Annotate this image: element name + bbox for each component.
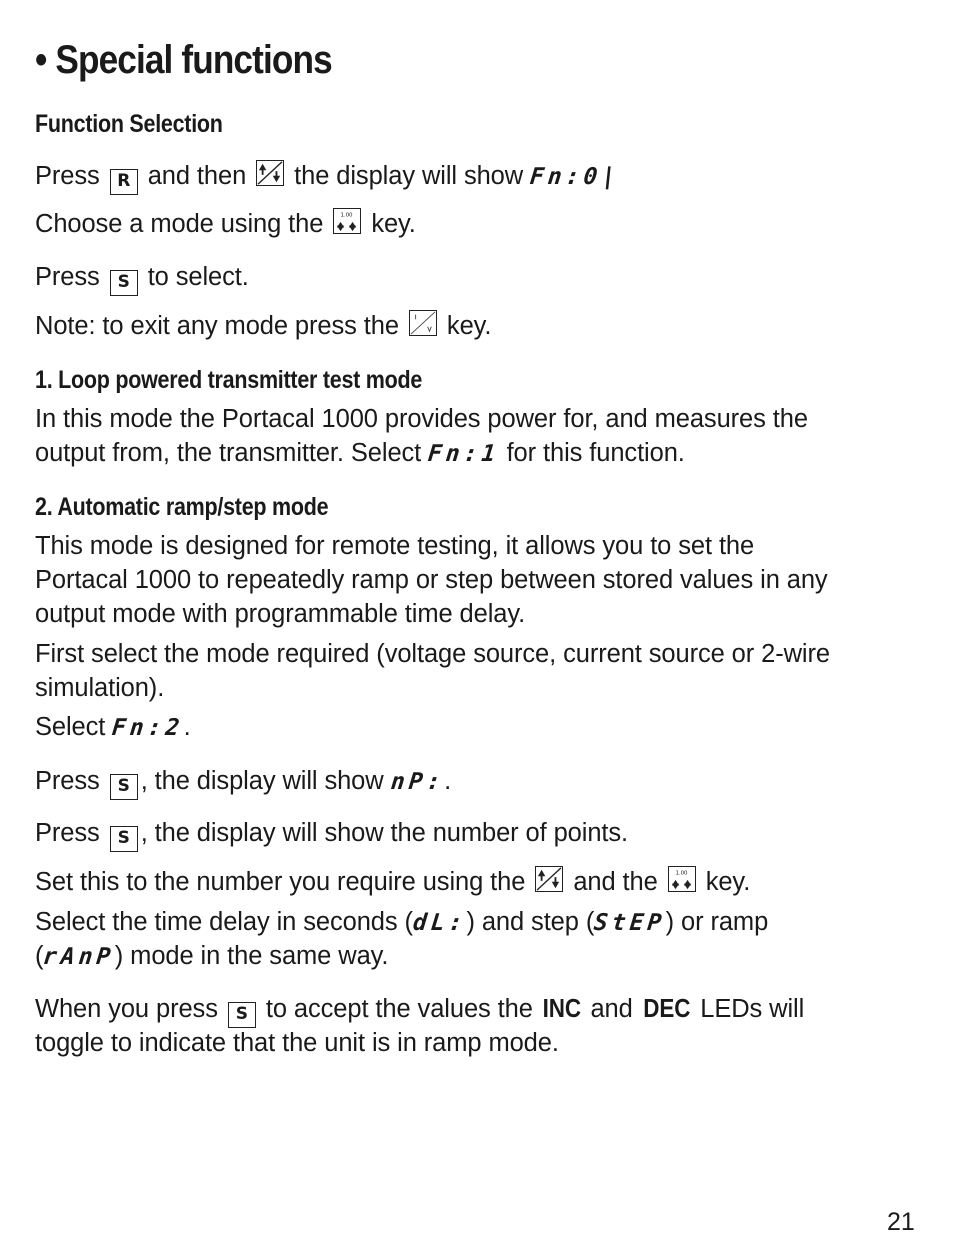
ramp-delay-line: Select the time delay in seconds (dL:) and step (StEP) or ramp bbox=[35, 905, 768, 940]
ramp-press1-line: Press S , the display will show nP:. bbox=[35, 764, 451, 800]
display-fn1: Fn:1 bbox=[426, 441, 501, 467]
svg-text:1.00: 1.00 bbox=[675, 870, 688, 877]
ramp-accept-line: When you press S to accept the values the INC and DEC LEDs will bbox=[35, 992, 804, 1028]
ramp-press2-line: Press S , the display will show the number of points. bbox=[35, 816, 628, 852]
inc-label: INC bbox=[542, 995, 581, 1023]
fs-line3: Press S to select. bbox=[35, 260, 249, 296]
dec-label: DEC bbox=[642, 995, 691, 1023]
display-step: StEP bbox=[592, 910, 667, 936]
r-key-icon: R bbox=[110, 169, 138, 195]
s-key-icon: S bbox=[110, 826, 138, 852]
fs-line1: Press R and then the display will show Fn:0| bbox=[35, 159, 619, 195]
fs-line2: Choose a mode using the 1.00 key. bbox=[35, 210, 416, 238]
ramp-para1-line3: output mode with programmable time delay. bbox=[35, 600, 526, 628]
ramp-select-line: Select Fn:2. bbox=[35, 710, 191, 745]
display-dl: dL: bbox=[411, 910, 468, 936]
display-fn0: Fn:0| bbox=[528, 164, 621, 190]
display-ramp: rAnP bbox=[42, 944, 117, 970]
up-down-arrow-key-icon bbox=[256, 160, 284, 186]
ramp-para1-line1: This mode is designed for remote testing, it allows you to set the bbox=[35, 532, 755, 560]
ramp-delay-line2: (rAnP) mode in the same way. bbox=[35, 939, 388, 974]
loop-mode-heading: 1. Loop powered transmitter test mode bbox=[35, 366, 423, 394]
exit-key-icon bbox=[409, 310, 437, 336]
s-key-icon: S bbox=[228, 1002, 256, 1028]
loop-line2: output from, the transmitter. Select Fn:1 for this function. bbox=[35, 436, 685, 471]
svg-text:1.00: 1.00 bbox=[340, 212, 353, 219]
digit-select-key-icon bbox=[333, 208, 361, 234]
digit-select-key-icon bbox=[668, 866, 696, 892]
function-selection-heading: Function Selection bbox=[35, 110, 223, 138]
s-key-icon: S bbox=[110, 774, 138, 800]
s-key-icon: S bbox=[110, 270, 138, 296]
display-fn2: Fn:2 bbox=[110, 715, 186, 741]
display-np: nP: bbox=[389, 769, 446, 795]
ramp-set-line: Set this to the number you require using the and the 1.00 key. bbox=[35, 868, 751, 896]
ramp-para2-line1: First select the mode required (voltage source, current source or 2-wire bbox=[35, 640, 830, 668]
page-title: • Special functions bbox=[35, 38, 332, 82]
loop-line1: In this mode the Portacal 1000 provides power for, and measures the bbox=[35, 405, 808, 433]
ramp-accept-line2: toggle to indicate that the unit is in ramp mode. bbox=[35, 1029, 559, 1057]
fs-line4: Note: to exit any mode press the key. bbox=[35, 312, 492, 340]
ramp-para2-line2: simulation). bbox=[35, 674, 165, 702]
ramp-mode-heading: 2. Automatic ramp/step mode bbox=[35, 493, 329, 521]
ramp-para1-line2: Portacal 1000 to repeatedly ramp or step between stored values in any bbox=[35, 566, 828, 594]
up-down-arrow-key-icon bbox=[535, 866, 563, 892]
page-number: 21 bbox=[887, 1208, 915, 1236]
